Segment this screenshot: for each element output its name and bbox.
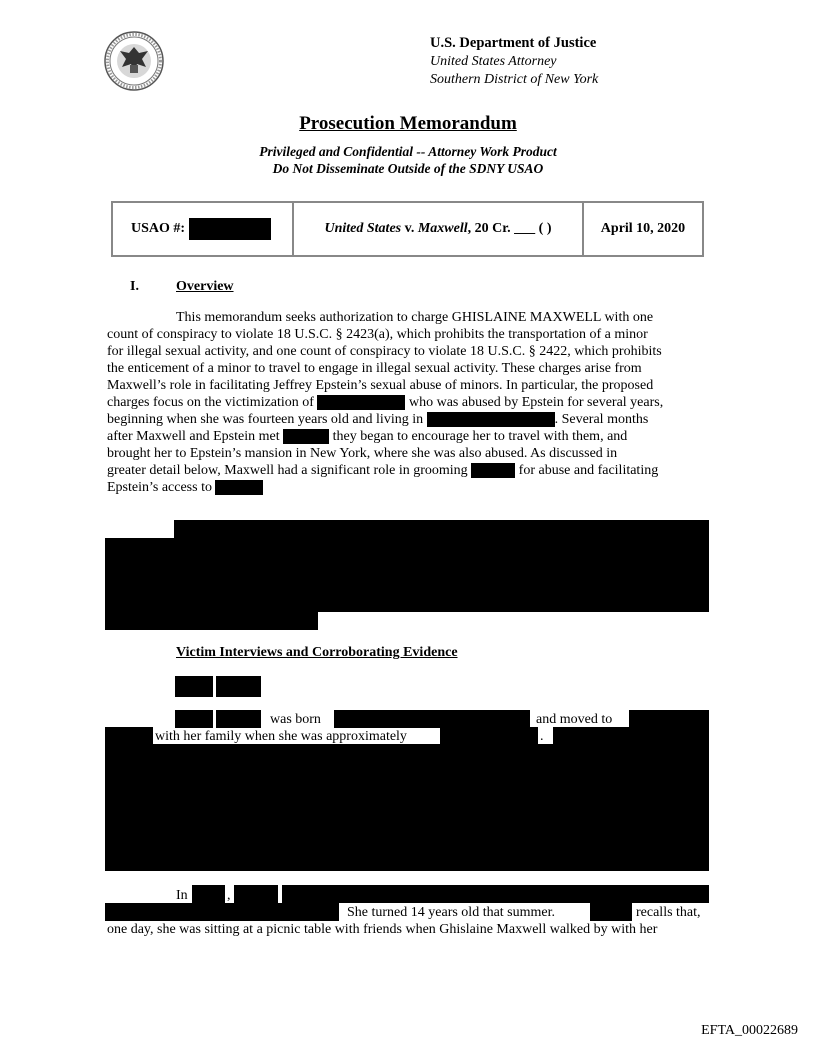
picnic-table-text: one day, she was sitting at a picnic table with friends when Ghislaine Maxwell walked by with her <box>107 922 658 937</box>
redaction-box <box>175 676 213 697</box>
turned-14-text: She turned 14 years old that summer. <box>347 905 556 920</box>
line-text: . Several months <box>554 412 649 427</box>
line-text: greater detail below, Maxwell had a significant role in grooming <box>107 463 468 478</box>
redaction-box <box>427 412 555 427</box>
memo-date: April 10, 2020 <box>600 221 686 236</box>
in-text: In <box>176 888 188 903</box>
line-text: charges focus on the victimization of <box>107 395 314 410</box>
doj-seal-logo <box>104 31 164 91</box>
overview-line <box>107 411 648 428</box>
redaction-block <box>105 903 339 921</box>
redaction-box <box>440 727 538 745</box>
section-number: I. <box>130 279 139 294</box>
redaction-box <box>216 676 261 697</box>
recalls-text: recalls that, <box>636 905 701 920</box>
overview-line: This memorandum seeks authorization to charge GHISLAINE MAXWELL with one <box>176 310 654 325</box>
memo-date-cell <box>584 203 702 255</box>
overview-line: the enticement of a minor to travel to engage in illegal sexual activity. These charges arise from <box>107 361 642 376</box>
case-party-us: United States <box>324 221 402 236</box>
overview-line <box>107 428 627 445</box>
line-text: for abuse and facilitating <box>518 463 659 478</box>
redaction-box <box>175 710 213 728</box>
section-heading: Overview <box>176 279 234 294</box>
usao-label: USAO #: <box>131 221 186 236</box>
overview-line: Maxwell’s role in facilitating Jeffrey Epstein’s sexual abuse of minors. In particular, the proposed <box>107 378 654 393</box>
victim-interviews-heading: Victim Interviews and Corroborating Evidence <box>176 645 458 660</box>
moved-text: and moved to <box>536 712 613 727</box>
period-text: . <box>540 729 544 744</box>
line-text: who was abused by Epstein for several years, <box>408 395 664 410</box>
case-docket: , 20 Cr. ___ ( ) <box>467 221 552 236</box>
redaction-box <box>216 710 261 728</box>
overview-line <box>107 479 263 496</box>
redaction-block <box>105 538 709 612</box>
redaction-box <box>334 710 530 728</box>
district-name: Southern District of New York <box>430 72 599 87</box>
bates-number: EFTA_00022689 <box>701 1023 798 1038</box>
overview-line: for illegal sexual activity, and one count of conspiracy to violate 18 U.S.C. § 2422, which prohibits <box>107 344 662 359</box>
line-text: Epstein’s access to <box>107 480 212 495</box>
redaction-box <box>234 885 278 903</box>
line-text: beginning when she was fourteen years old and living in <box>107 412 424 427</box>
redaction-box <box>215 480 263 495</box>
line-text: after Maxwell and Epstein met <box>107 429 280 444</box>
redaction-box <box>629 710 709 728</box>
dissemination-notice: Do Not Disseminate Outside of the SDNY USAO <box>272 161 544 176</box>
redaction-block <box>174 520 709 540</box>
office-name: United States Attorney <box>430 54 557 69</box>
family-text: with her family when she was approximately <box>155 729 407 744</box>
case-info-table <box>111 201 704 257</box>
agency-name: U.S. Department of Justice <box>430 35 597 51</box>
overview-line <box>107 462 658 479</box>
case-caption-cell <box>294 203 584 255</box>
born-text: was born <box>270 712 321 727</box>
overview-line <box>107 394 663 411</box>
redaction-box <box>553 727 709 745</box>
redaction-box <box>317 395 405 410</box>
redaction-box <box>105 727 153 745</box>
case-versus: v. <box>404 221 415 236</box>
redaction-box <box>189 218 271 240</box>
redaction-box <box>471 463 515 478</box>
overview-line: count of conspiracy to violate 18 U.S.C. § 2423(a), which prohibits the transportation of a minor <box>107 327 648 342</box>
redaction-box <box>590 903 632 921</box>
memo-title: Prosecution Memorandum <box>299 113 517 134</box>
comma-text: , <box>227 888 231 903</box>
redaction-block <box>105 744 709 871</box>
overview-line: brought her to Epstein’s mansion in New York, where she was also abused. As discussed in <box>107 446 618 461</box>
case-party-defendant: Maxwell <box>417 221 468 236</box>
usao-number-cell <box>113 203 294 255</box>
redaction-box <box>192 885 225 903</box>
line-text: they began to encourage her to travel with them, and <box>332 429 628 444</box>
redaction-box <box>283 429 329 444</box>
redaction-block <box>105 610 318 630</box>
confidential-notice: Privileged and Confidential -- Attorney Work Product <box>259 144 557 159</box>
redaction-block <box>282 885 709 903</box>
